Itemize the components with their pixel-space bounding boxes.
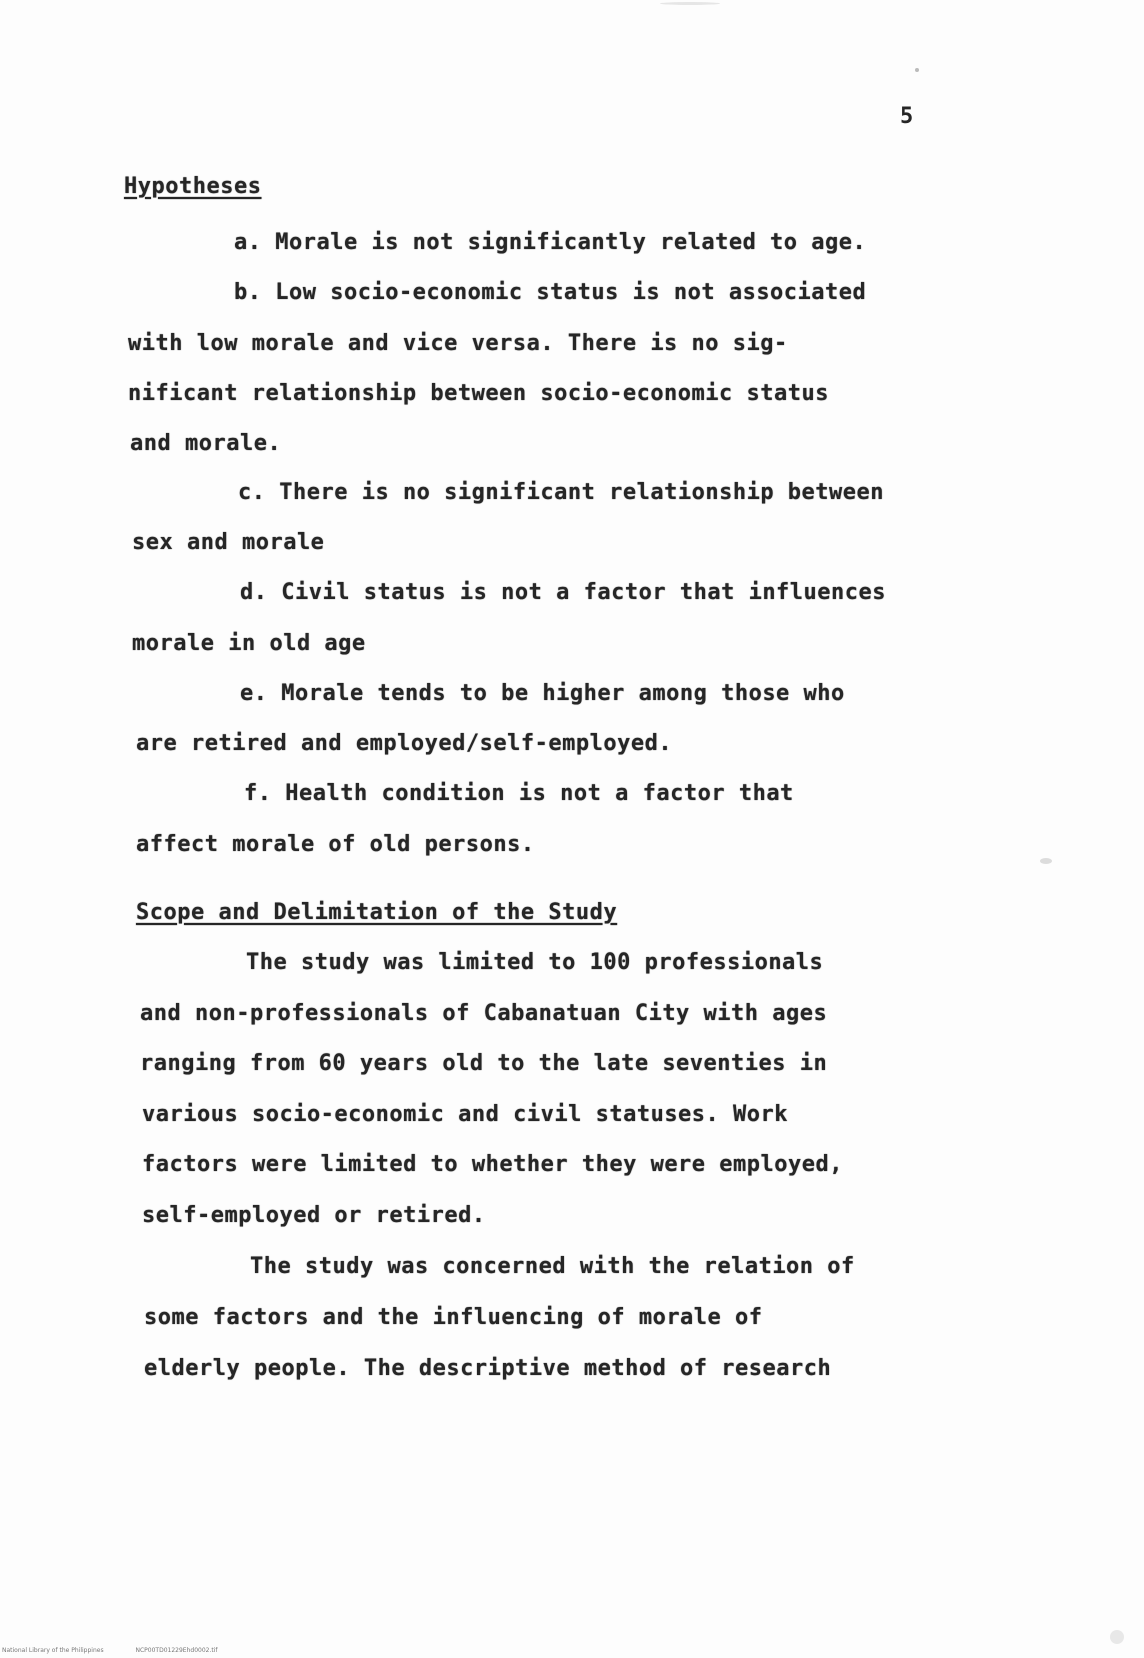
text-line: self-employed or retired.	[142, 1203, 486, 1228]
text-line: ranging from 60 years old to the late seventies in	[140, 1051, 828, 1076]
scan-speck	[915, 68, 919, 72]
text-line: c. There is no significant relationship between	[238, 480, 885, 505]
text-line: f. Health condition is not a factor that	[244, 781, 794, 806]
text-line: The study was limited to 100 professionals	[246, 950, 824, 975]
text-line: elderly people. The descriptive method of research	[144, 1356, 832, 1381]
text-line: b. Low socio-economic status is not associated	[234, 280, 867, 305]
text-line: some factors and the influencing of morale of	[144, 1305, 763, 1330]
scan-speck	[1040, 858, 1052, 864]
scan-footer	[2, 1647, 248, 1654]
text-line: morale in old age	[132, 631, 366, 656]
page-number: 5	[900, 104, 914, 129]
scan-speck	[1110, 1630, 1124, 1644]
text-line: with low morale and vice versa. There is no sig-	[128, 331, 788, 356]
footer-library: National Library of the Philippines	[2, 1647, 104, 1654]
text-line: and non-professionals of Cabanatuan City with ages	[140, 1001, 828, 1026]
text-line: nificant relationship between socio-economic status	[128, 381, 830, 406]
scope-heading: Scope and Delimitation of the Study	[136, 900, 618, 925]
text-line: are retired and employed/self-employed.	[136, 731, 673, 756]
text-line: e. Morale tends to be higher among those who	[240, 681, 845, 706]
text-line: d. Civil status is not a factor that influences	[240, 580, 887, 605]
scan-speck	[660, 2, 720, 5]
text-line: The study was concerned with the relation of	[250, 1254, 855, 1279]
footer-file: NCP00TD01229Ehd0002.tif	[135, 1647, 218, 1654]
text-line: a. Morale is not significantly related to age.	[234, 230, 867, 255]
text-line: affect morale of old persons.	[136, 832, 535, 857]
text-line: factors were limited to whether they were employed,	[142, 1152, 844, 1177]
text-line: various socio-economic and civil statuses. Work	[142, 1102, 789, 1127]
text-line: and morale.	[130, 431, 282, 456]
hypotheses-heading: Hypotheses	[124, 174, 262, 199]
text-line: sex and morale	[132, 530, 325, 555]
